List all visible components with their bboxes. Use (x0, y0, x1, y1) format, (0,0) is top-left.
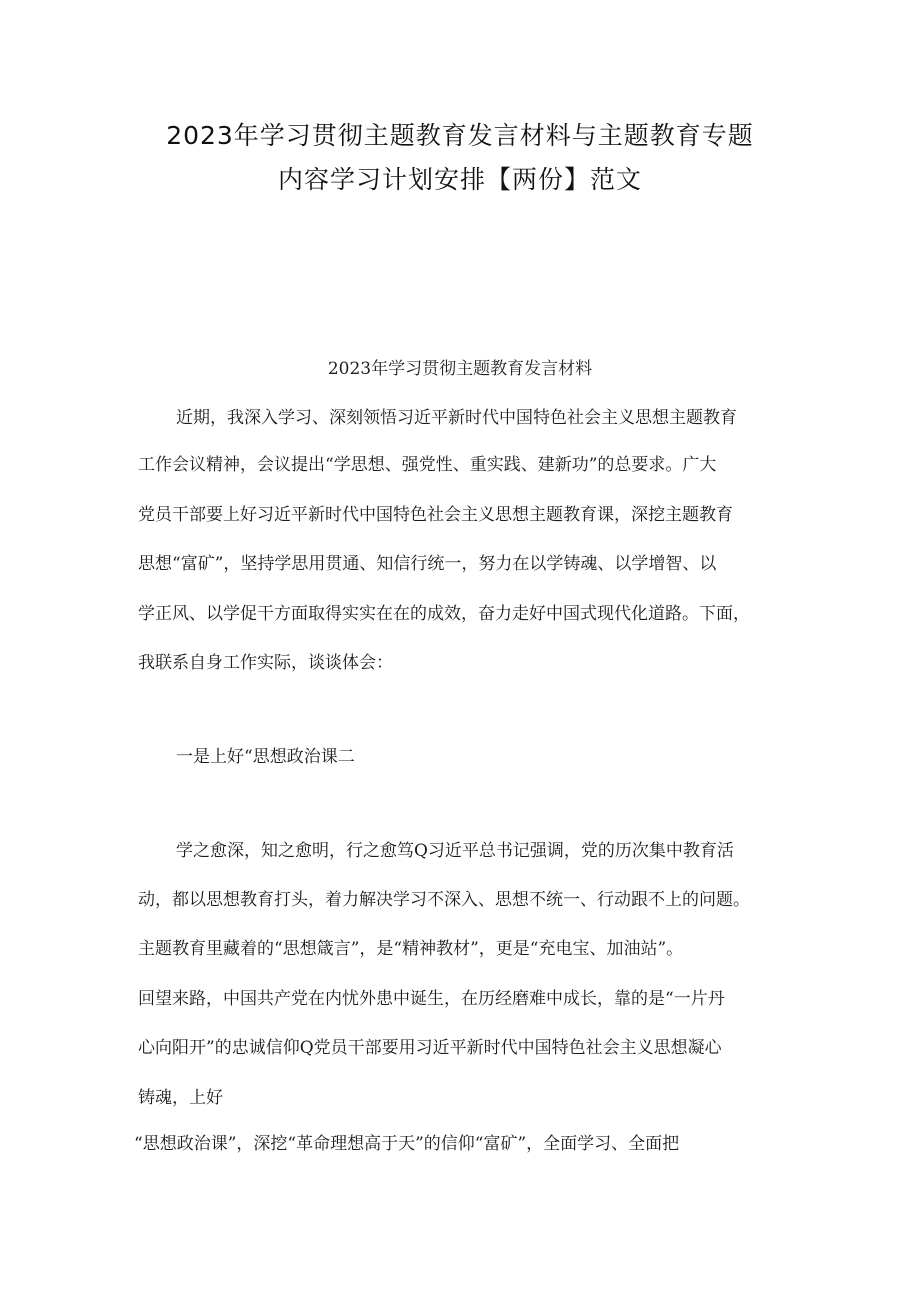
paragraph-1-line-4: 思想“富矿”，坚持学思用贯通、知信行统一，努力在以学铸魂、以学增智、以 (138, 554, 717, 574)
paragraph-1-line-3: 党员干部要上好习近平新时代中国特色社会主义思想主题教育课，深挖主题教育 (138, 505, 733, 525)
section-title: 2023年学习贯彻主题教育发言材料 (327, 359, 593, 379)
paragraph-1-line-6: 我联系自身工作实际，谈谈体会： (138, 653, 393, 673)
document-title-line-2: 内容学习计划安排【两份】范文 (277, 165, 642, 194)
paragraph-2-line-5: 心向阳开”的忠诚信仰Q党员干部要用习近平新时代中国特色社会主义思想凝心 (138, 1038, 722, 1058)
paragraph-2-line-3: 主题教育里藏着的“思想箴言”，是“精神教材”，更是“充电宝、加油站”。 (138, 939, 684, 959)
paragraph-1-line-2: 工作会议精神，会议提出“学思想、强党性、重实践、建新功”的总要求。广大 (138, 455, 717, 475)
paragraph-2-line-1: 学之愈深，知之愈明，行之愈笃Q习近平总书记强调，党的历次集中教育活 (176, 841, 734, 861)
paragraph-1-line-5: 学正风、以学促干方面取得实实在在的成效，奋力走好中国式现代化道路。下面， (138, 604, 750, 624)
heading-1: 一是上好“思想政治课二 (176, 747, 355, 767)
paragraph-2-line-4: 回望来路，中国共产党在内忧外患中诞生，在历经磨难中成长，靠的是“一片丹 (138, 989, 725, 1009)
paragraph-2-line-7: “思想政治课”，深挖“革命理想高于天”的信仰“富矿”，全面学习、全面把 (134, 1134, 680, 1154)
paragraph-2-line-6: 铸魂，上好 (138, 1088, 223, 1108)
paragraph-2-line-2: 动，都以思想教育打头，着力解决学习不深入、思想不统一、行动跟不上的问题。 (138, 890, 750, 910)
document-title-line-1: 2023年学习贯彻主题教育发言材料与主题教育专题 (166, 121, 754, 150)
paragraph-1-line-1: 近期，我深入学习、深刻领悟习近平新时代中国特色社会主义思想主题教育 (176, 408, 737, 428)
